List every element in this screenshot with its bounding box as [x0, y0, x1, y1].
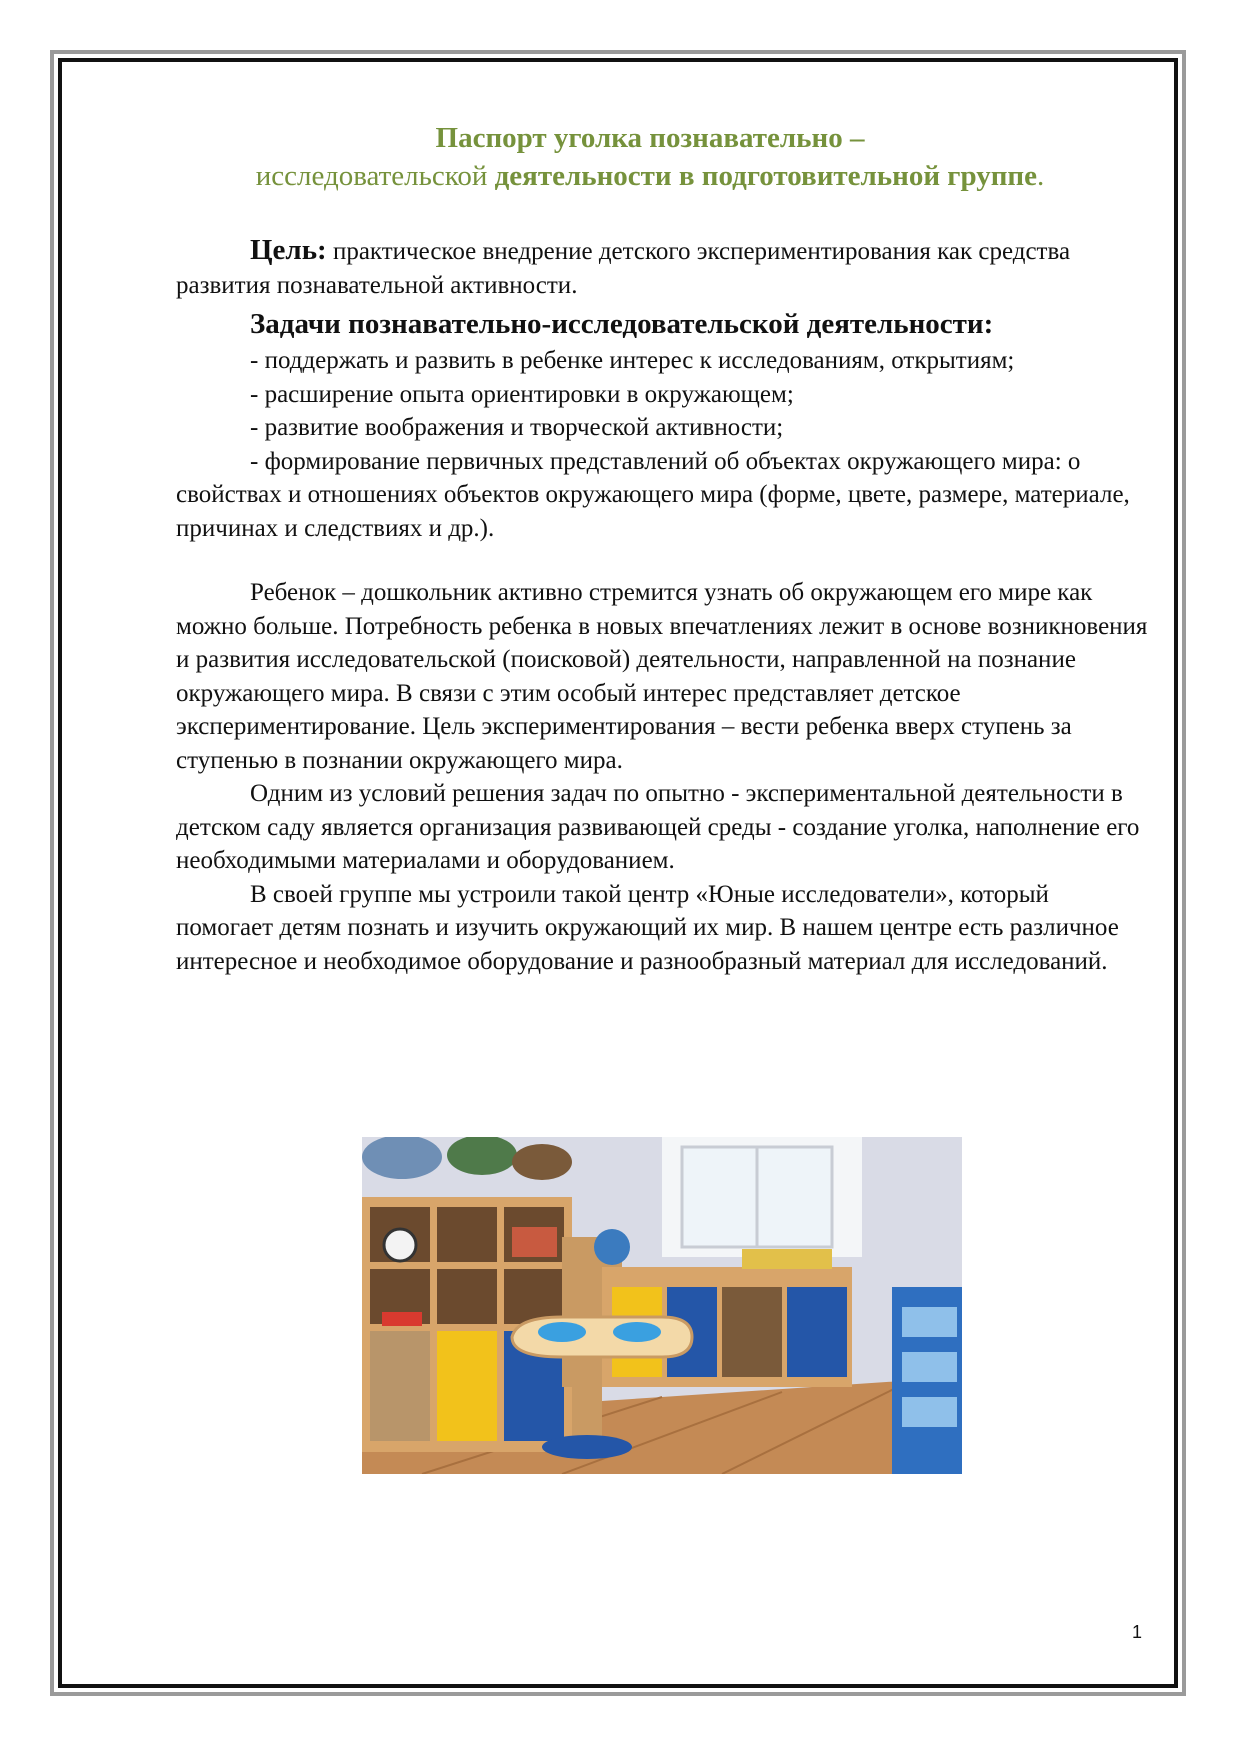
title-line-2	[150, 158, 1150, 194]
body-paragraph-3: В своей группе мы устроили такой центр «Юные исследователи», который помогает детям познать и изучить окружающий их мир. В нашем центре есть различное интересное и необходимое оборудование и разнообразный материал для исследований.	[176, 880, 1119, 975]
body-paragraph-1: Ребенок – дошкольник активно стремится узнать об окружающем его мире как можно больше. Потребность ребенка в новых впечатлениях лежит в основе возникновения и развития исследовательской (поисковой) деятельности, направленной на познание окружающего мира. В связи с этим особый интерес представляет детское экспериментирование. Цель экспериментирования – вести ребенка вверх ступень за ступенью в познании окружающего мира.	[176, 579, 1148, 774]
title-line-2-start: исследовательской	[255, 160, 495, 192]
goal-paragraph	[176, 234, 1148, 302]
classroom-corner-photo	[362, 1137, 962, 1474]
body-text	[176, 576, 1148, 978]
goal-text: практическое внедрение детского экспериментирования как средства развития познавательной активности.	[176, 238, 1071, 299]
task-item: - расширение опыта ориентировки в окружающем;	[250, 380, 794, 408]
tasks-list	[176, 344, 1148, 545]
body-paragraph-2: Одним из условий решения задач по опытно - экспериментальной деятельности в детском саду является организация развивающей среды - создание уголка, наполнение его необходимыми материалами и оборудованием.	[176, 780, 1140, 874]
page-number: 1	[1132, 1622, 1143, 1642]
task-item: - поддержать и развить в ребенке интерес к исследованиям, открытиям;	[250, 347, 1015, 374]
title-line-2-end: .	[1037, 160, 1045, 192]
goal-label: Цель:	[250, 234, 327, 266]
tasks-heading: Задачи познавательно-исследовательской деятельности:	[250, 308, 994, 340]
title-line-1: Паспорт уголка познавательно –	[435, 122, 865, 154]
title-line-2-bold: деятельности в подготовительной группе	[494, 160, 1038, 192]
task-item: - развитие воображения и творческой активности;	[250, 414, 784, 441]
task-item: - формирование первичных представлений об объектах окружающего мира: о свойствах и отношениях объектов окружающего мира (форме, цвете, размере, материале, причинах и следствиях и др.).	[176, 447, 1130, 542]
